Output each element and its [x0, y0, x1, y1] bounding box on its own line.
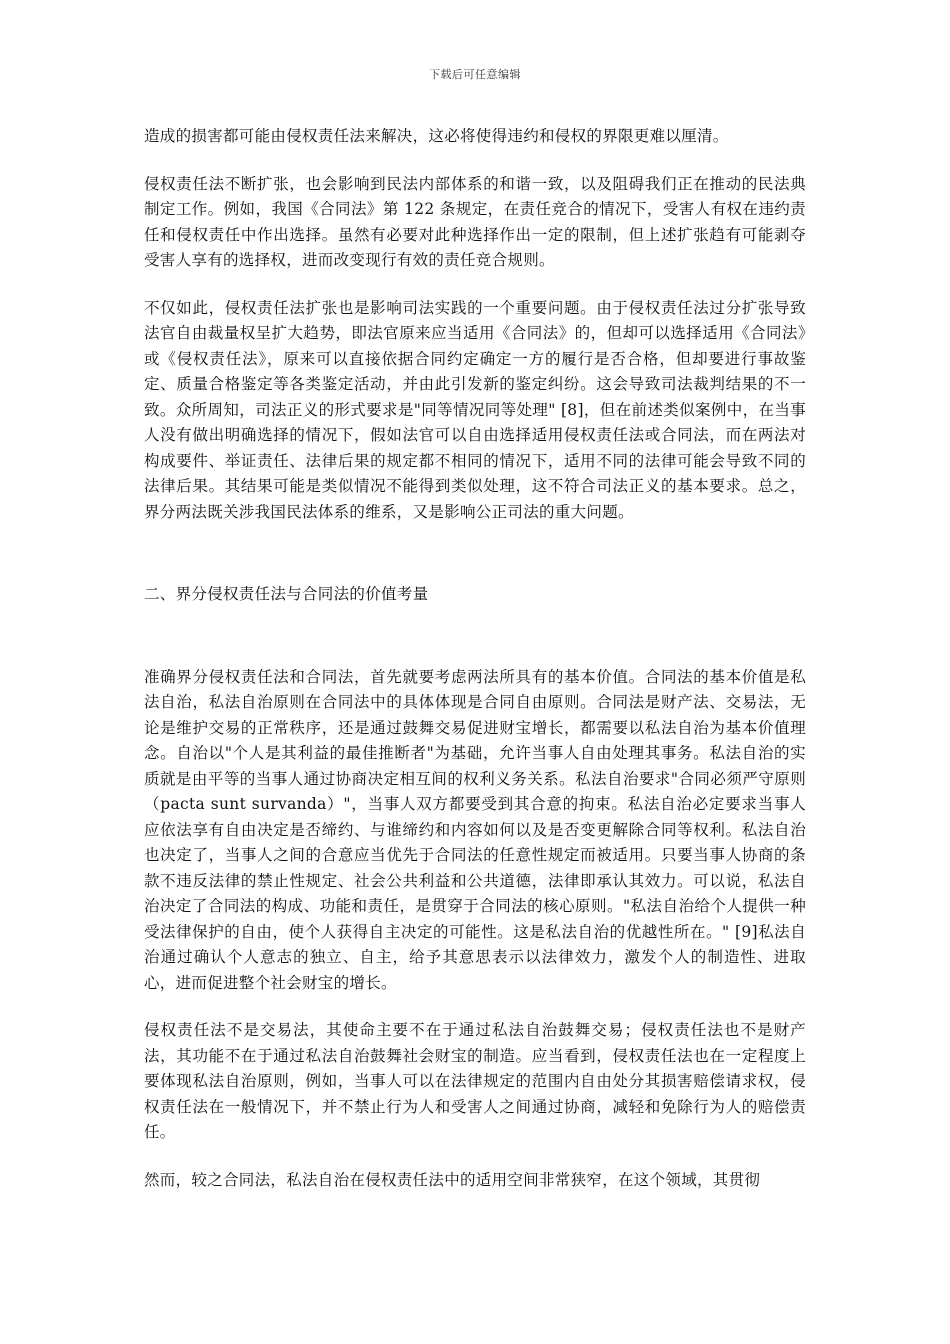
- page-header-note: 下载后可任意编辑: [429, 68, 521, 81]
- section-heading: 二、界分侵权责任法与合同法的价值考量: [144, 585, 429, 603]
- paragraph: 准确界分侵权责任法和合同法，首先就要考虑两法所具有的基本价值。合同法的基本价值是私法自治，私法自治原则在合同法中的具体体现是合同自由原则。合同法是财产法、交易法，无论是维护交易的正常秩序，还是通过鼓舞交易促进财宝增长，都需要以私法自治为基本价值理念。自治以"个人是其利益的最佳推断者"为基础，允许当事人自由处理其事务。私法自治的实质就是由平等的当事人通过协商决定相互间的权利义务关系。私法自治要求"合同必须严守原则（pacta sunt survanda）"，当事人双方都要受到其合意的拘束。私法自治必定要求当事人应依法享有自由决定是否缔约、与谁缔约和内容如何以及是否变更解除合同等权利。私法自治也决定了，当事人之间的合意应当优先于合同法的任意性规定而被适用。只要当事人协商的条款不违反法律的禁止性规定、社会公共利益和公共道德，法律即承认其效力。可以说，私法自治决定了合同法的构成、功能和责任，是贯穿于合同法的核心原则。"私法自治给个人提供一种受法律保护的自由，使个人获得自主决定的可能性。这是私法自治的优越性所在。" [9]私法自治通过确认个人意志的独立、自主，给予其意思表示以法律效力，激发个人的制造性、进取心，进而促进整个社会财宝的增长。: [144, 667, 806, 992]
- paragraph: 造成的损害都可能由侵权责任法来解决，这必将使得违约和侵权的界限更难以厘清。: [144, 127, 729, 145]
- paragraph: 侵权责任法不是交易法，其使命主要不在于通过私法自治鼓舞交易；侵权责任法也不是财产法，其功能不在于通过私法自治鼓舞社会财宝的制造。应当看到，侵权责任法也在一定程度上要体现私法自治原则，例如，当事人可以在法律规定的范围内自由处分其损害赔偿请求权，侵权责任法在一般情况下，并不禁止行为人和受害人之间通过协商，减轻和免除行为人的赔偿责任。: [144, 1021, 806, 1141]
- paragraph: 然而，较之合同法，私法自治在侵权责任法中的适用空间非常狭窄，在这个领域，其贯彻: [144, 1170, 761, 1189]
- paragraph: 侵权责任法不断扩张，也会影响到民法内部体系的和谐一致，以及阻碍我们正在推动的民法典制定工作。例如，我国《合同法》第 122 条规定，在责任竞合的情况下，受害人有权在违约责任和侵权责任中作出选择。虽然有必要对此种选择作出一定的限制，但上述扩张趋有可能剥夺受害人享有的选择权，进而改变现行有效的责任竞合规则。: [144, 174, 806, 269]
- document-body: [144, 124, 806, 1193]
- paragraph: 不仅如此，侵权责任法扩张也是影响司法实践的一个重要问题。由于侵权责任法过分扩张导致法官自由裁量权呈扩大趋势，即法官原来应当适用《合同法》的，但却可以选择适用《合同法》或《侵权责任法》，原来可以直接依据合同约定确定一方的履行是否合格，但却要进行事故鉴定、质量合格鉴定等各类鉴定活动，并由此引发新的鉴定纠纷。这会导致司法裁判结果的不一致。众所周知，司法正义的形式要求是"同等情况同等处理" [8]，但在前述类似案例中，在当事人没有做出明确选择的情况下，假如法官可以自由选择适用侵权责任法或合同法，而在两法对构成要件、举证责任、法律后果的规定都不相同的情况下，适用不同的法律可能会导致不同的法律后果。其结果可能是类似情况不能得到类似处理，这不符合司法正义的基本要求。总之，界分两法既关涉我国民法体系的维系，又是影响公正司法的重大问题。: [144, 298, 806, 521]
